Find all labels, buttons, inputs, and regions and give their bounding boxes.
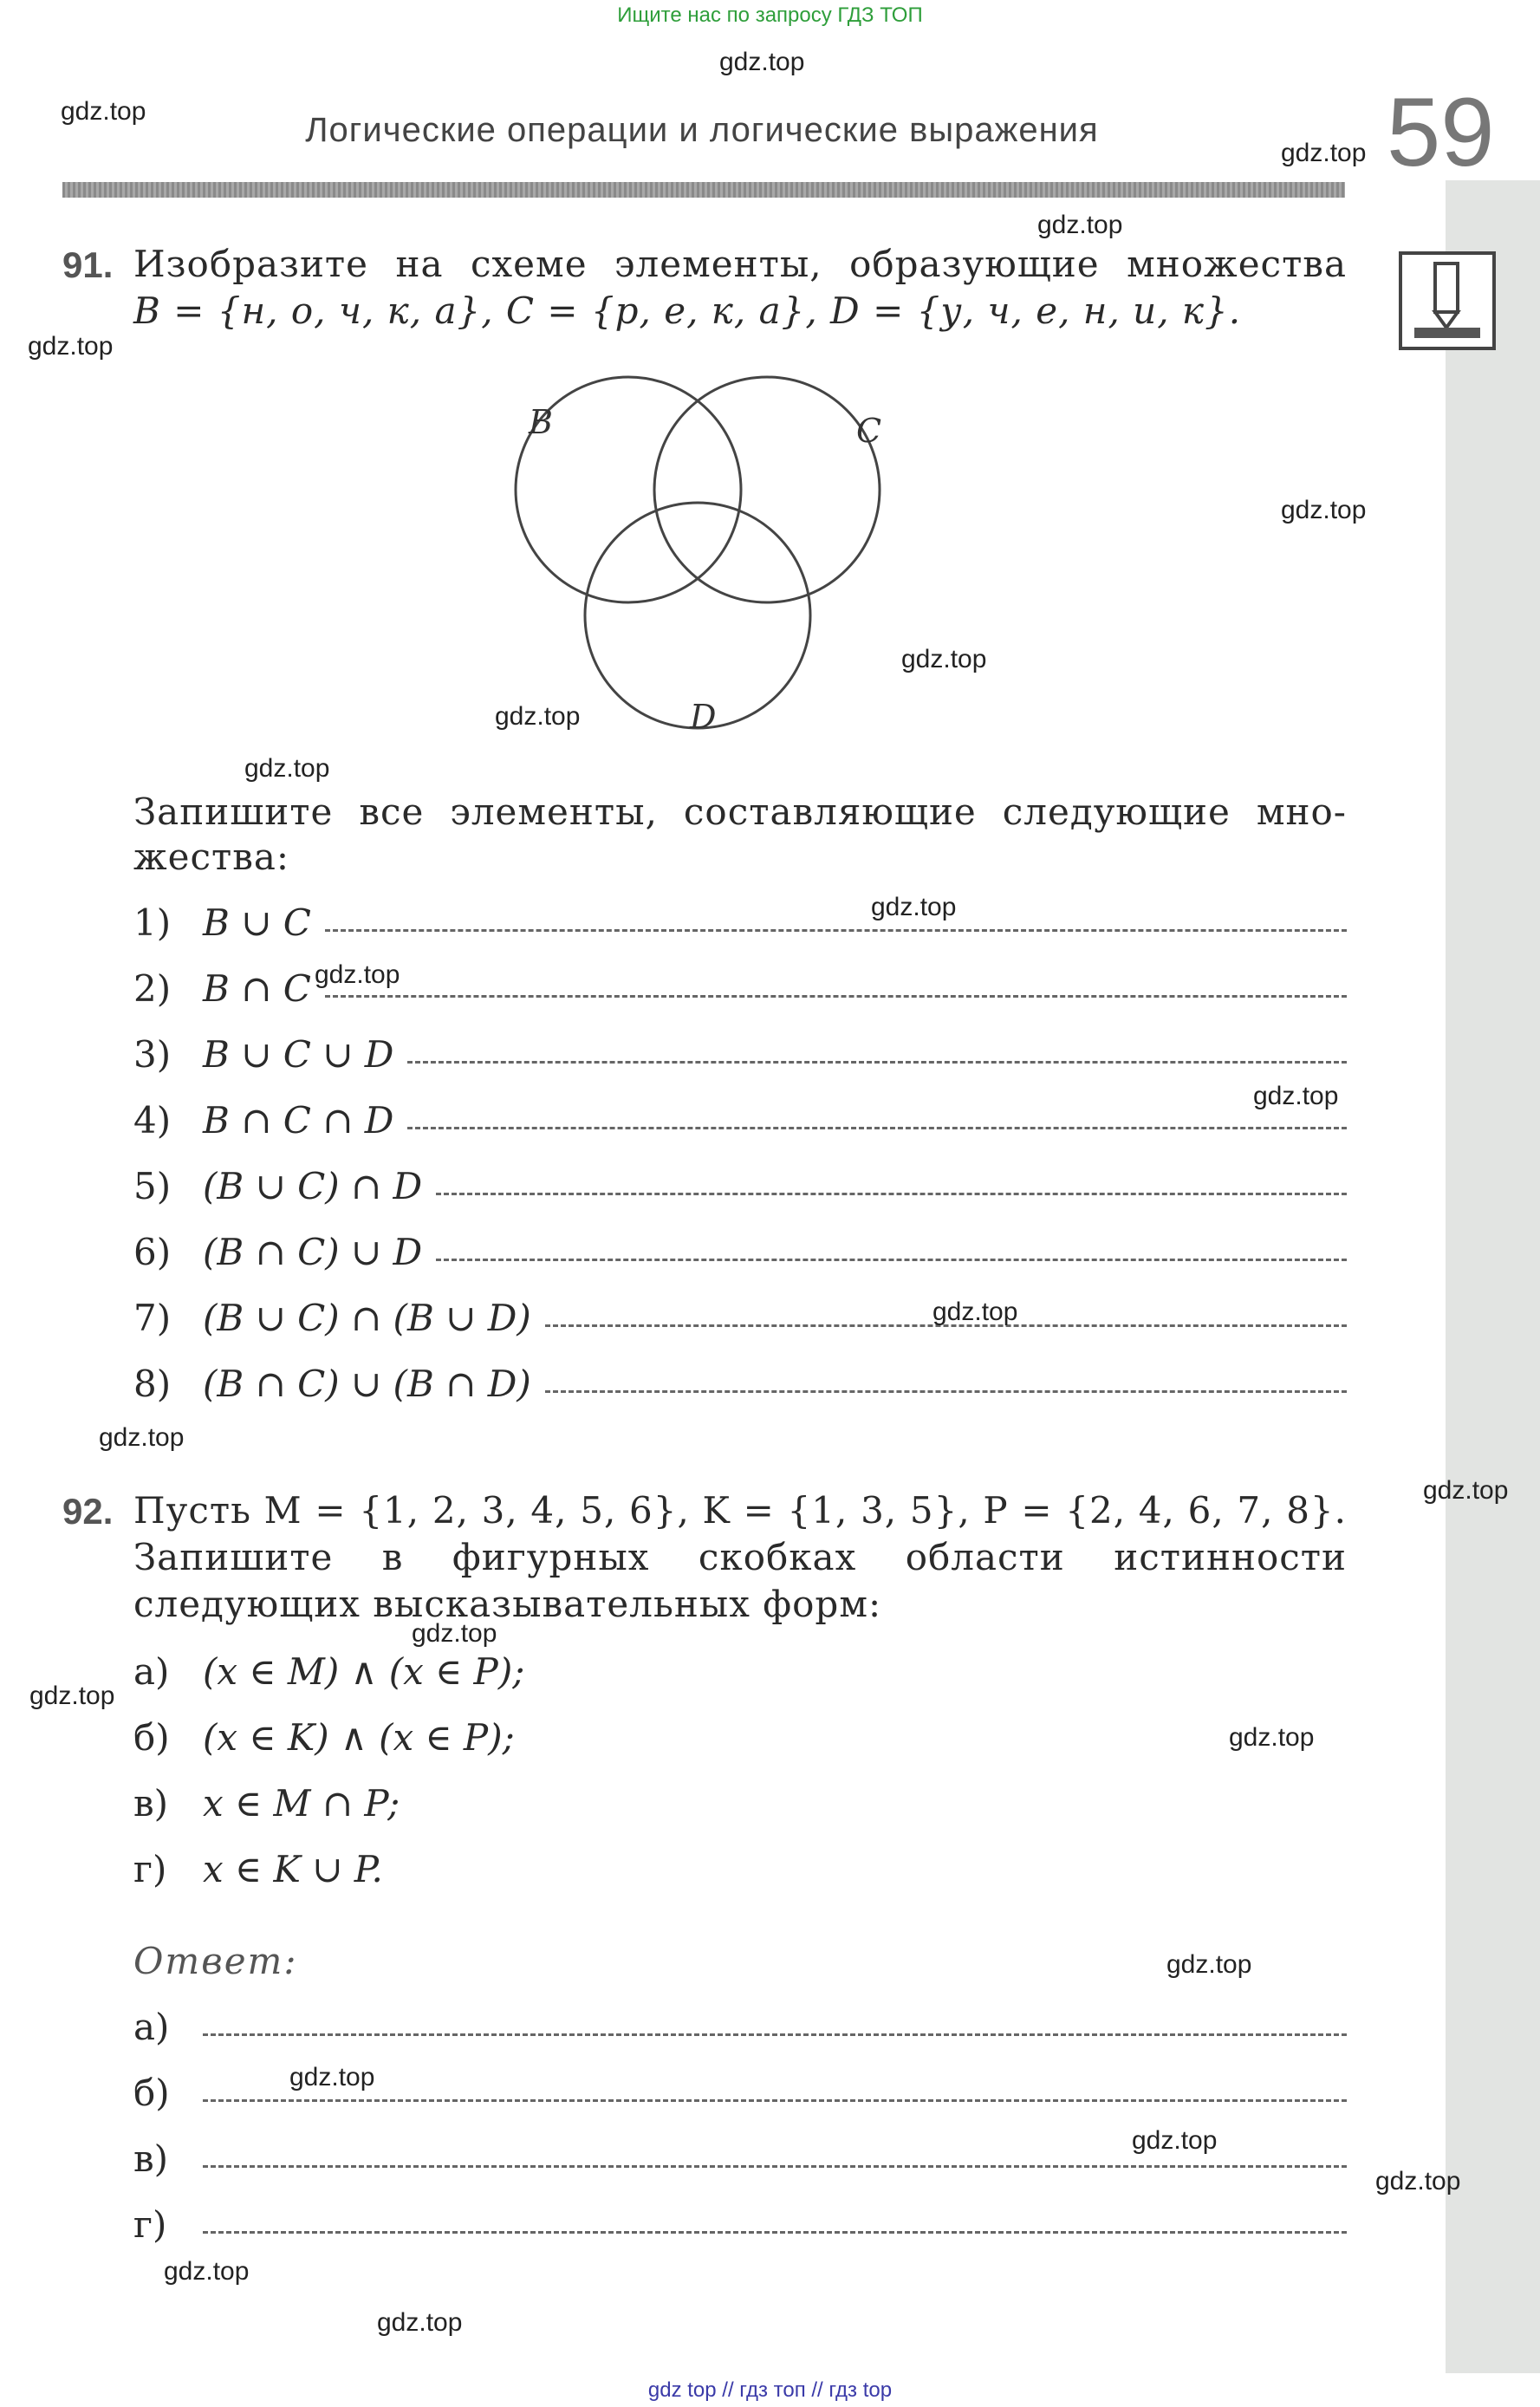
- item-label: 5): [133, 1165, 172, 1207]
- watermark: gdz.top: [901, 645, 987, 673]
- answer-label: г): [133, 2203, 167, 2246]
- watermark: gdz.top: [28, 332, 114, 361]
- watermark: gdz.top: [1423, 1476, 1509, 1505]
- task-92-item: [133, 1716, 1347, 1782]
- watermark: gdz.top: [377, 2308, 463, 2337]
- item-expression: (B ∩ C) ∪ (B ∩ D): [203, 1363, 531, 1405]
- venn-circle-d: [585, 503, 810, 728]
- task-92-item: [133, 1782, 1347, 1848]
- watermark: gdz.top: [719, 48, 805, 76]
- task-92-items: [133, 1650, 1347, 1914]
- item-expression: B ∪ C: [203, 901, 311, 944]
- watermark: gdz.top: [1037, 211, 1123, 239]
- item-label: 8): [133, 1363, 172, 1405]
- header-rule: [62, 182, 1345, 198]
- watermark: gdz.top: [244, 754, 330, 783]
- item-label: 3): [133, 1033, 172, 1076]
- item-label: 1): [133, 901, 172, 944]
- task-91-line1: Изобразите на схеме элементы, образующие множества: [133, 243, 1347, 285]
- answer-line[interactable]: [203, 2165, 1347, 2168]
- task-91-prompt-line1: Запишите все элементы, составляющие следующие мно-: [133, 790, 1347, 833]
- answer-line[interactable]: [325, 995, 1347, 998]
- top-banner: Ищите нас по запросу ГДЗ ТОП: [617, 3, 923, 27]
- answer-line[interactable]: [203, 2231, 1347, 2234]
- task-91-item: [133, 1231, 1347, 1297]
- answer-row: [133, 2006, 1347, 2072]
- answer-label: б): [133, 2072, 170, 2114]
- watermark: gdz.top: [1229, 1723, 1315, 1752]
- answer-line[interactable]: [436, 1193, 1347, 1195]
- item-label: а): [133, 1650, 170, 1693]
- task-91-item: [133, 1099, 1347, 1165]
- task-91-item: [133, 1165, 1347, 1231]
- item-label: 2): [133, 967, 172, 1010]
- item-label: г): [133, 1848, 167, 1890]
- item-expression: x ∈ K ∪ P.: [203, 1848, 383, 1890]
- answer-line[interactable]: [407, 1061, 1347, 1064]
- item-expression: (x ∈ M) ∧ (x ∈ P);: [203, 1650, 525, 1693]
- answer-header: Ответ:: [133, 1940, 298, 1982]
- item-label: 7): [133, 1297, 172, 1339]
- task-91-item: [133, 901, 1347, 967]
- watermark: gdz.top: [289, 2063, 375, 2091]
- watermark: gdz.top: [1253, 1082, 1339, 1110]
- answer-line[interactable]: [436, 1259, 1347, 1261]
- venn-circle-c: [654, 377, 880, 602]
- item-expression: (x ∈ K) ∧ (x ∈ P);: [203, 1716, 515, 1759]
- item-label: 6): [133, 1231, 172, 1273]
- watermark: gdz.top: [495, 702, 581, 731]
- footer-links[interactable]: gdz top // гдз топ // гдз top: [647, 2378, 893, 2402]
- task-92-line3: следующих высказывательных форм:: [133, 1583, 882, 1625]
- task-91-item: [133, 1033, 1347, 1099]
- section-title: Логические операции и логические выражения: [305, 111, 1099, 149]
- venn-diagram: [485, 364, 936, 745]
- task-92-item: [133, 1650, 1347, 1716]
- watermark: gdz.top: [1281, 139, 1367, 167]
- venn-label-d: D: [690, 698, 717, 736]
- task-91-prompt-line2: жества:: [133, 836, 290, 878]
- answer-label: а): [133, 2006, 170, 2048]
- watermark: gdz.top: [164, 2257, 250, 2286]
- item-expression: x ∈ M ∩ P;: [203, 1782, 400, 1825]
- page-number: 59: [1387, 78, 1495, 186]
- task-91-item: [133, 1363, 1347, 1428]
- item-label: 4): [133, 1099, 172, 1142]
- watermark: gdz.top: [932, 1298, 1018, 1326]
- watermark: gdz.top: [29, 1682, 115, 1710]
- task-91-item: [133, 1297, 1347, 1363]
- watermark: gdz.top: [1375, 2167, 1461, 2196]
- venn-label-b: B: [529, 403, 553, 441]
- item-expression: (B ∪ C) ∩ D: [203, 1165, 423, 1207]
- task-92-item: [133, 1848, 1347, 1914]
- venn-label-c: C: [856, 412, 882, 450]
- answer-line[interactable]: [407, 1127, 1347, 1129]
- answer-row: [133, 2203, 1347, 2269]
- item-expression: B ∪ C ∪ D: [203, 1033, 394, 1076]
- watermark: gdz.top: [315, 960, 400, 989]
- task-92-number: 92.: [62, 1491, 114, 1532]
- item-expression: B ∩ C ∩ D: [203, 1099, 394, 1142]
- item-expression: (B ∩ C) ∪ D: [203, 1231, 423, 1273]
- task-91-number: 91.: [62, 244, 114, 285]
- answer-line[interactable]: [203, 2033, 1347, 2036]
- task-92-line1: Пусть M = {1, 2, 3, 4, 5, 6}, K = {1, 3, 5}, P = {2, 4, 6, 7, 8}.: [133, 1489, 1347, 1532]
- watermark: gdz.top: [871, 893, 957, 921]
- item-expression: (B ∪ C) ∩ (B ∪ D): [203, 1297, 531, 1339]
- item-label: б): [133, 1716, 170, 1759]
- task-91-sets: B = {н, о, ч, к, а}, C = {р, е, к, а}, D = {у, ч, е, н, и, к}.: [133, 289, 1242, 332]
- pencil-icon: [1399, 251, 1496, 350]
- answer-line[interactable]: [203, 2099, 1347, 2102]
- watermark: gdz.top: [412, 1619, 497, 1648]
- watermark: gdz.top: [1132, 2126, 1218, 2155]
- item-label: в): [133, 1782, 169, 1825]
- answer-line[interactable]: [545, 1390, 1347, 1393]
- watermark: gdz.top: [1281, 496, 1367, 524]
- item-expression: B ∩ C: [203, 967, 311, 1010]
- side-strip: [1446, 180, 1540, 2373]
- answer-line[interactable]: [325, 929, 1347, 932]
- watermark: gdz.top: [61, 97, 146, 126]
- answer-label: в): [133, 2137, 169, 2180]
- watermark: gdz.top: [1166, 1950, 1252, 1979]
- task-92-line2: Запишите в фигурных скобках области истинности: [133, 1536, 1347, 1578]
- watermark: gdz.top: [99, 1423, 185, 1452]
